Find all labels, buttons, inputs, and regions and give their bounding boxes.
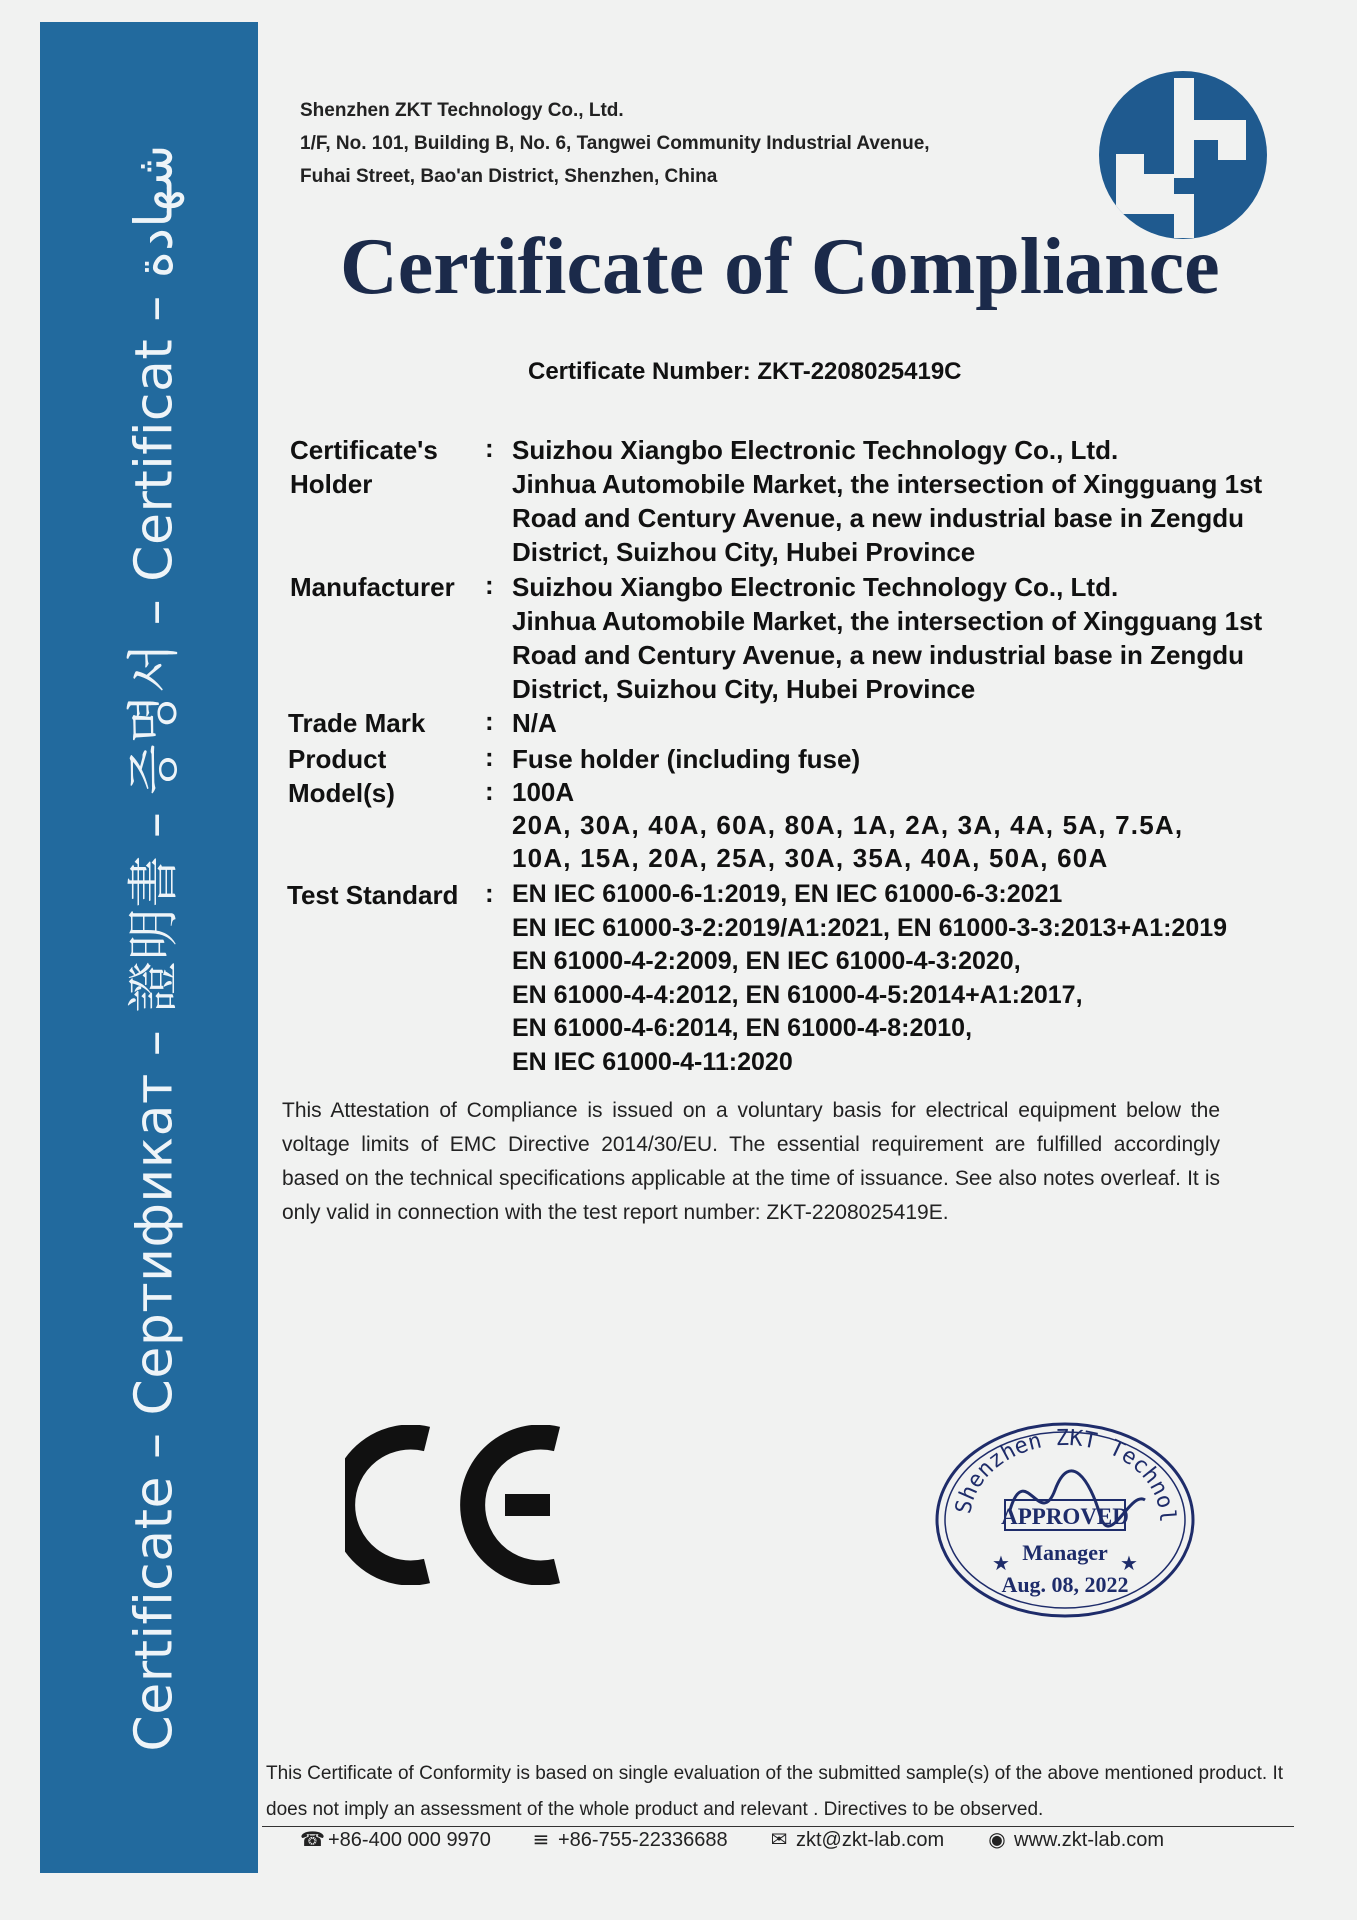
holder-colon: : — [485, 433, 494, 463]
test-standard-line: EN 61000-4-4:2012, EN 61000-4-5:2014+A1:2017, — [512, 980, 1083, 1009]
models-line: 100A — [512, 777, 575, 807]
website-contact[interactable] — [986, 1827, 1164, 1852]
phone-contact — [300, 1827, 491, 1852]
certificate-title: Certificate of Compliance — [340, 223, 1220, 311]
globe-icon: ◉ — [988, 1827, 1006, 1851]
product-label: Product — [288, 744, 387, 774]
svg-text:★: ★ — [1120, 1553, 1138, 1575]
manufacturer-line: Suizhou Xiangbo Electronic Technology Co., Ltd. — [512, 572, 1119, 602]
models-colon: : — [485, 776, 494, 806]
test-standard-line: EN IEC 61000-6-1:2019, EN IEC 61000-6-3:2021 — [512, 880, 1063, 908]
test-standard-line: EN IEC 61000-3-2:2019/A1:2021, EN 61000-3-3:2013+A1:2019 — [512, 913, 1228, 942]
models-value — [512, 776, 1183, 875]
sidebar-band — [40, 22, 258, 1873]
phone-icon: ☎ — [300, 1827, 325, 1851]
holder-line: Road and Century Avenue, a new industrial base in Zengdu — [512, 503, 1244, 533]
trade-mark-label: Trade Mark — [288, 708, 426, 738]
holder-line: Suizhou Xiangbo Electronic Technology Co., Ltd. — [512, 435, 1119, 465]
fax-icon: ≡ — [532, 1827, 550, 1851]
svg-text:Manager: Manager — [1022, 1540, 1108, 1565]
holder-label-line1: Certificate's — [290, 435, 438, 465]
test-standard-value — [512, 878, 1227, 1079]
manufacturer-line: Jinhua Automobile Market, the intersection of Xingguang 1st — [512, 606, 1263, 636]
email-contact[interactable] — [768, 1827, 944, 1852]
fax-contact — [530, 1827, 728, 1852]
fax-number: +86-755-22336688 — [558, 1829, 728, 1851]
test-standard-label: Test Standard — [287, 880, 459, 910]
models-line: 10A, 15A, 20A, 25A, 30A, 35A, 40A, 50A, 60A — [512, 843, 1109, 873]
ce-mark-icon — [345, 1425, 565, 1585]
models-line: 20A, 30A, 40A, 60A, 80A, 1A, 2A, 3A, 4A, 5A, 7.5A, — [512, 810, 1184, 840]
holder-line: Jinhua Automobile Market, the intersection of Xingguang 1st — [512, 469, 1263, 499]
svg-text:★: ★ — [992, 1553, 1010, 1575]
footer-note: This Certificate of Conformity is based on single evaluation of the submitted sample(s) of the above mentioned product. It does not imply an assessment of the whole product and relevant . Directives to be observed. — [266, 1763, 1284, 1820]
holder-value — [512, 433, 1262, 569]
website-url[interactable]: www.zkt-lab.com — [1014, 1829, 1165, 1851]
svg-text:Aug. 08, 2022: Aug. 08, 2022 — [1001, 1572, 1129, 1597]
issuer-name: Shenzhen ZKT Technology Co., Ltd. — [300, 100, 624, 121]
manufacturer-value — [512, 570, 1262, 706]
attestation-paragraph: This Attestation of Compliance is issued on a voluntary basis for electrical equipment below the voltage limits of EMC Directive 2014/30/EU. The essential requirement are fulfilled accordingly based on the technical specifications applicable at the time of issuance. See also notes overleaf. It is only valid in connection with the test report number: ZKT-2208025419E. — [282, 1099, 1220, 1224]
issuer-address-line1: 1/F, No. 101, Building B, No. 6, Tangwei Community Industrial Avenue, — [300, 133, 930, 154]
product-value: Fuse holder (including fuse) — [512, 744, 861, 774]
svg-text:Shenzhen ZKT Technology Co., L: Shenzhen ZKT Technol — [951, 1425, 1180, 1524]
email-address[interactable]: zkt@zkt-lab.com — [796, 1829, 945, 1851]
issuer-block — [300, 94, 930, 193]
sidebar-multilingual-text: Certificate – Сертификат – 證明書 – 증명서 – Certificat – شهادة — [124, 143, 185, 1752]
test-standard-colon: : — [485, 878, 494, 908]
issuer-address-line2: Fuhai Street, Bao'an District, Shenzhen, China — [300, 166, 718, 187]
product-colon: : — [485, 742, 494, 772]
test-standard-line: EN 61000-4-6:2014, EN 61000-4-8:2010, — [512, 1014, 973, 1042]
holder-label — [290, 433, 438, 501]
test-standard-line: EN 61000-4-2:2009, EN IEC 61000-4-3:2020, — [512, 947, 1021, 975]
manufacturer-colon: : — [485, 570, 494, 600]
holder-line: District, Suizhou City, Hubei Province — [512, 537, 976, 567]
manufacturer-line: Road and Century Avenue, a new industrial base in Zengdu — [512, 640, 1244, 670]
svg-text:APPROVED: APPROVED — [1001, 1504, 1129, 1529]
manufacturer-label: Manufacturer — [290, 572, 455, 602]
trade-mark-value: N/A — [512, 708, 557, 738]
zkt-logo-icon — [1096, 68, 1270, 242]
phone-number: +86-400 000 9970 — [328, 1829, 491, 1851]
approved-stamp-icon — [930, 1420, 1200, 1620]
trade-mark-colon: : — [485, 706, 494, 736]
test-standard-line: EN IEC 61000-4-11:2020 — [512, 1047, 793, 1076]
holder-label-line2: Holder — [290, 469, 373, 499]
certificate-number: Certificate Number: ZKT-2208025419C — [528, 358, 962, 385]
contact-bar — [300, 1827, 1200, 1857]
mail-icon: ✉ — [770, 1827, 788, 1851]
models-label: Model(s) — [288, 778, 395, 808]
manufacturer-line: District, Suizhou City, Hubei Province — [512, 674, 976, 704]
